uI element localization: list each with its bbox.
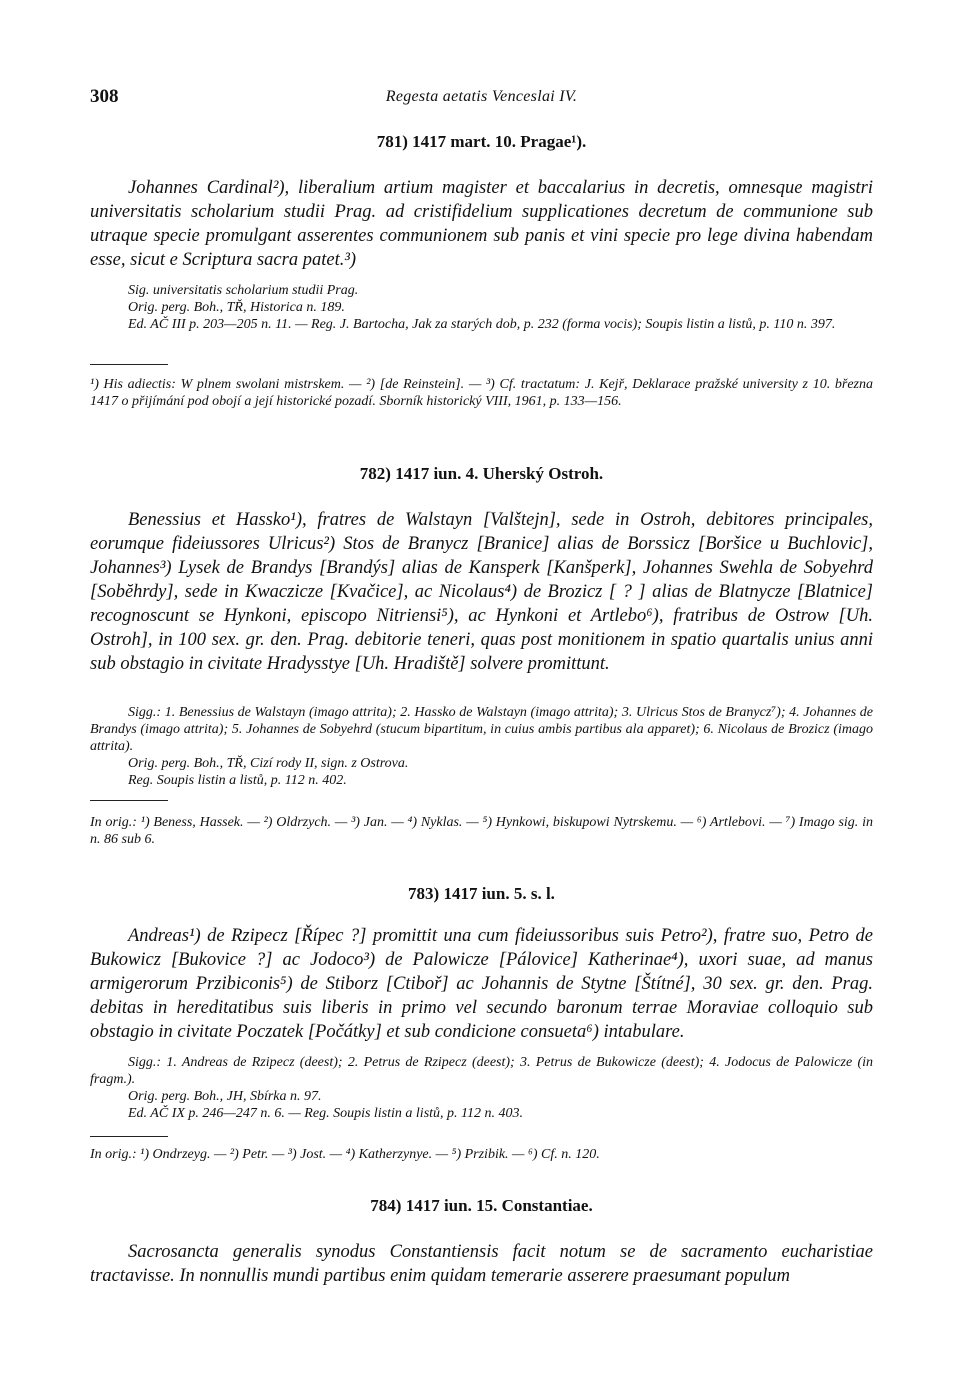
entry-782-sigg: Sigg.: 1. Benessius de Walstayn (imago attrita); 2. Hassko de Walstayn (imago attrita); 3. Ulricus Stos de Branycz⁷); 4. Johannes de Brandys (imago attrita); 5. Johannes de Sobyehrd (stucum bipartitum, in cuius ambis partibus ala apparet); 6. Nicolaus de Brozicz (imago attrita).	[90, 705, 873, 754]
entry-781-orig: Orig. perg. Boh., TŘ, Historica n. 189.	[128, 300, 345, 315]
footnote-rule	[90, 364, 168, 365]
entry-783-orig: Orig. perg. Boh., JH, Sbírka n. 97.	[128, 1089, 322, 1104]
entry-782-footnotes: In orig.: ¹) Beness, Hassek. — ²) Oldrzych. — ³) Jan. — ⁴) Nyklas. — ⁵) Hynkowi, biskupowi Nytrskemu. — ⁶) Artlebovi. — ⁷) Imago sig. in n. 86 sub 6.	[90, 815, 873, 847]
entry-782-orig: Orig. perg. Boh., TŘ, Cizí rody II, sign. z Ostrova.	[128, 756, 409, 771]
footnote-rule	[90, 800, 168, 801]
entry-784-title: 784) 1417 iun. 15. Constantiae.	[370, 1196, 593, 1215]
entry-782-title: 782) 1417 iun. 4. Uherský Ostroh.	[359, 464, 604, 483]
entry-783-footnotes: In orig.: ¹) Ondrzeyg. — ²) Petr. — ³) Jost. — ⁴) Katherzynye. — ⁵) Przibik. — ⁶) Cf. n. 120.	[90, 1147, 600, 1162]
entry-783-sigg: Sigg.: 1. Andreas de Rzipecz (deest); 2. Petrus de Rzipecz (deest); 3. Petrus de Bukowicze (deest); 4. Jodocus de Palowicze (in fragm.).	[90, 1055, 873, 1087]
entry-782-reg: Reg. Soupis listin a listů, p. 112 n. 402.	[128, 773, 347, 788]
entry-781-body: Johannes Cardinal²), liberalium artium magister et baccalarius in decretis, omnesque magistri universitatis scholarium studii Prag. ad cristifidelium supplicationes decretum de communione sub utraque specie promulgant asserentes communionem sub panis et vini specie pro lege divina habendam esse, sicut e Scriptura sacra patet.³)	[90, 178, 873, 270]
entry-783-ed: Ed. AČ IX p. 246—247 n. 6. — Reg. Soupis listin a listů, p. 112 n. 403.	[128, 1106, 523, 1121]
entry-781-title: 781) 1417 mart. 10. Pragae¹).	[376, 132, 587, 151]
entry-782-apparatus	[90, 704, 873, 789]
entry-783-body: Andreas¹) de Rzipecz [Řípec ?] promittit una cum fideiussoribus suis Petro²), fratre suo, Petro de Bukowicz [Bukovice ?] ac Jodoco³) de Palowicze [Pálovice] Katherinae⁴), uxori suae, ad manus armigerorum Przibiconis⁵) de Stiborz [Ctiboř] ac Johannis de Stytne [Štítné], 30 sex. gr. den. Prag. debitas in hereditatibus suis liberis in primo vel secundo baronum terrae Moraviae colloquio sub obstagio in civitate Poczatek [Počátky] et sub condicione consueta⁶) intabulare.	[90, 926, 873, 1042]
entry-783-title: 783) 1417 iun. 5. s. l.	[408, 884, 555, 903]
footnote-rule	[90, 1136, 168, 1137]
entry-781-ed: Ed. AČ III p. 203—205 n. 11. — Reg. J. Bartocha, Jak za starých dob, p. 232 (forma vocis); Soupis listin a listů, p. 110 n. 397.	[128, 317, 836, 332]
entry-781-apparatus	[90, 282, 873, 333]
entry-782-body: Benessius et Hassko¹), fratres de Walstayn [Valštejn], sede in Ostroh, debitores principales, eorumque fideiussores Ulricus²) Stos de Branycz [Branice] alias de Borssicz [Boršice u Buchlovic], Johannes³) Lysek de Brandys [Brandýs] alias de Kansperk [Kanšperk], Johannes Swehla de Sobyehrd [Sobĕhrdy], sede in Kwaczicze [Kvačice], ac Nicolaus⁴) de Brozicz [ ? ] alias de Blatnycze [Blatnice] recognoscunt se Hynkoni, episcopo Nitriensi⁵), ac Hynkoni et Artlebo⁶), fratribus de Ostrow [Uh. Ostroh], in 100 sex. gr. den. Prag. debitorie teneri, quas post monitionem in spatio quartalis unius anni sub obstagio in civitate Hradysstye [Uh. Hradiště] solvere promittunt.	[90, 510, 873, 674]
entry-781-sig: Sig. universitatis scholarium studii Prag.	[128, 283, 359, 298]
page-number: 308	[90, 86, 119, 107]
entry-781-footnotes: ¹) His adiectis: W plnem swolani mistrskem. — ²) [de Reinstein]. — ³) Cf. tractatum: J. Kejř, Deklarace pražské university z 10. března 1417 o přijímání pod obojí a její historické pozadí. Sborník historický VIII, 1961, p. 133—156.	[90, 377, 873, 409]
page-header	[90, 86, 873, 110]
entry-784-body: Sacrosancta generalis synodus Constantiensis facit notum se de sacramento eucharistiae tractavisse. In nonnullis mundi partibus enim quidam temerarie asserere praesumant populum	[90, 1242, 873, 1286]
entry-783-apparatus	[90, 1054, 873, 1122]
running-title: Regesta aetatis Venceslai IV.	[385, 88, 578, 105]
